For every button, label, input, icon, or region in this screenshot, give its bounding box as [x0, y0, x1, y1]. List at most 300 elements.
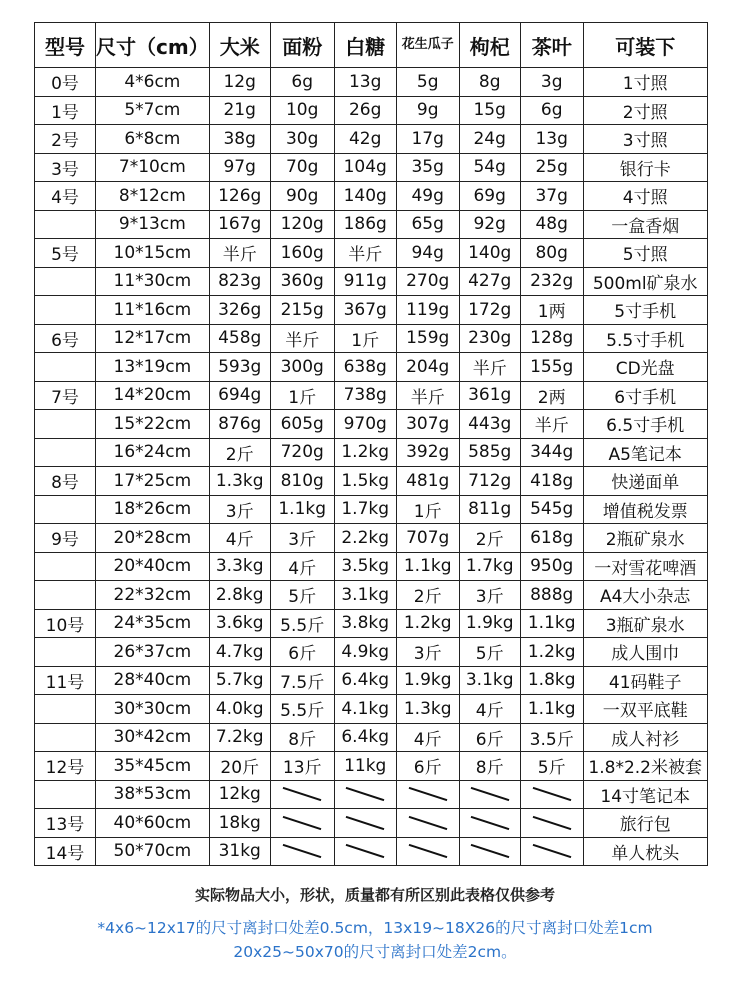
cell-tea: 1.1kg — [520, 609, 583, 638]
table-row — [35, 638, 708, 667]
table-row — [35, 210, 708, 239]
cell-fits-item: 5寸手机 — [583, 296, 707, 325]
cell-sugar: 1斤 — [334, 324, 396, 353]
header-goji: 枸杞 — [459, 23, 520, 68]
cell-goji: 4斤 — [459, 695, 520, 724]
cell-fits-item: 2瓶矿泉水 — [583, 524, 707, 553]
not-applicable-slash — [408, 844, 447, 858]
not-applicable-slash — [470, 844, 509, 858]
cell-goji: 443g — [459, 410, 520, 439]
table-row — [35, 524, 708, 553]
cell-fits-item: 一盒香烟 — [583, 210, 707, 239]
cell-tea: 3.5斤 — [520, 723, 583, 752]
not-applicable-slash — [283, 787, 322, 801]
cell-goji: 3斤 — [459, 581, 520, 610]
cell-fits-item: 6寸手机 — [583, 381, 707, 410]
cell-goji: 69g — [459, 182, 520, 211]
cell-peanuts-seeds: 半斤 — [396, 381, 459, 410]
table-row — [35, 324, 708, 353]
cell-rice: 12kg — [209, 780, 270, 809]
cell-peanuts-seeds: 17g — [396, 125, 459, 154]
cell-sugar: 104g — [334, 153, 396, 182]
cell-tea: 545g — [520, 495, 583, 524]
cell-fits-item: A5笔记本 — [583, 438, 707, 467]
cell-peanuts-seeds: 94g — [396, 239, 459, 268]
cell-model: 8号 — [35, 467, 96, 496]
cell-rice: 12g — [209, 68, 270, 97]
cell-goji: 140g — [459, 239, 520, 268]
table-row — [35, 182, 708, 211]
cell-fits-item: 快递面单 — [583, 467, 707, 496]
cell-size: 17*25cm — [96, 467, 210, 496]
cell-model: 7号 — [35, 381, 96, 410]
cell-model — [35, 296, 96, 325]
table-row — [35, 752, 708, 781]
not-applicable-slash — [532, 844, 571, 858]
cell-rice: 20斤 — [209, 752, 270, 781]
cell-flour — [270, 809, 334, 838]
cell-tea: 3g — [520, 68, 583, 97]
cell-rice: 326g — [209, 296, 270, 325]
cell-rice: 21g — [209, 96, 270, 125]
cell-goji: 8g — [459, 68, 520, 97]
cell-fits-item: 5寸照 — [583, 239, 707, 268]
cell-tea: 232g — [520, 267, 583, 296]
cell-tea — [520, 837, 583, 866]
cell-model: 10号 — [35, 609, 96, 638]
cell-fits-item: 1.8*2.2米被套 — [583, 752, 707, 781]
cell-peanuts-seeds: 9g — [396, 96, 459, 125]
table-row — [35, 267, 708, 296]
cell-size: 8*12cm — [96, 182, 210, 211]
cell-tea: 1.2kg — [520, 638, 583, 667]
cell-tea: 418g — [520, 467, 583, 496]
cell-sugar — [334, 780, 396, 809]
table-body — [35, 68, 708, 866]
table-row — [35, 666, 708, 695]
cell-peanuts-seeds: 65g — [396, 210, 459, 239]
cell-rice: 31kg — [209, 837, 270, 866]
cell-fits-item: 500ml矿泉水 — [583, 267, 707, 296]
cell-flour: 5.5斤 — [270, 609, 334, 638]
cell-rice: 5.7kg — [209, 666, 270, 695]
cell-fits-item: 银行卡 — [583, 153, 707, 182]
seal-margin-note-line2: 20x25~50x70的尺寸离封口处差2cm。 — [233, 943, 517, 961]
cell-flour: 5.5斤 — [270, 695, 334, 724]
cell-rice: 18kg — [209, 809, 270, 838]
cell-rice: 126g — [209, 182, 270, 211]
cell-sugar: 6.4kg — [334, 723, 396, 752]
cell-peanuts-seeds: 3斤 — [396, 638, 459, 667]
cell-goji: 2斤 — [459, 524, 520, 553]
cell-rice: 458g — [209, 324, 270, 353]
cell-sugar: 6.4kg — [334, 666, 396, 695]
cell-fits-item: 一双平底鞋 — [583, 695, 707, 724]
cell-size: 30*30cm — [96, 695, 210, 724]
table-row — [35, 153, 708, 182]
cell-size: 4*6cm — [96, 68, 210, 97]
cell-flour: 1斤 — [270, 381, 334, 410]
cell-tea: 950g — [520, 552, 583, 581]
cell-flour: 720g — [270, 438, 334, 467]
cell-rice: 1.3kg — [209, 467, 270, 496]
cell-model: 4号 — [35, 182, 96, 211]
cell-tea: 2两 — [520, 381, 583, 410]
table-row — [35, 609, 708, 638]
header-rice: 大米 — [209, 23, 270, 68]
cell-rice: 4.0kg — [209, 695, 270, 724]
cell-tea: 13g — [520, 125, 583, 154]
cell-tea — [520, 809, 583, 838]
header-fits-items: 可装下 — [583, 23, 707, 68]
cell-goji: 230g — [459, 324, 520, 353]
cell-goji: 361g — [459, 381, 520, 410]
cell-goji: 1.9kg — [459, 609, 520, 638]
cell-model — [35, 723, 96, 752]
cell-peanuts-seeds: 1.2kg — [396, 609, 459, 638]
cell-flour: 5斤 — [270, 581, 334, 610]
table-row — [35, 96, 708, 125]
header-flour: 面粉 — [270, 23, 334, 68]
cell-model: 0号 — [35, 68, 96, 97]
cell-model — [35, 438, 96, 467]
cell-size: 24*35cm — [96, 609, 210, 638]
cell-peanuts-seeds: 392g — [396, 438, 459, 467]
cell-rice: 97g — [209, 153, 270, 182]
cell-size: 40*60cm — [96, 809, 210, 838]
cell-goji: 8斤 — [459, 752, 520, 781]
not-applicable-slash — [408, 816, 447, 830]
cell-rice: 694g — [209, 381, 270, 410]
cell-peanuts-seeds: 270g — [396, 267, 459, 296]
cell-peanuts-seeds: 159g — [396, 324, 459, 353]
cell-flour: 8斤 — [270, 723, 334, 752]
cell-fits-item: 一对雪花啤酒 — [583, 552, 707, 581]
cell-sugar: 42g — [334, 125, 396, 154]
table-row — [35, 381, 708, 410]
cell-flour: 810g — [270, 467, 334, 496]
cell-flour: 90g — [270, 182, 334, 211]
cell-sugar: 3.5kg — [334, 552, 396, 581]
cell-peanuts-seeds: 1斤 — [396, 495, 459, 524]
cell-rice: 593g — [209, 353, 270, 382]
header-model: 型号 — [35, 23, 96, 68]
cell-goji: 811g — [459, 495, 520, 524]
cell-sugar: 3.1kg — [334, 581, 396, 610]
cell-sugar: 911g — [334, 267, 396, 296]
cell-fits-item: 4寸照 — [583, 182, 707, 211]
cell-model — [35, 410, 96, 439]
cell-tea: 128g — [520, 324, 583, 353]
header-tea: 茶叶 — [520, 23, 583, 68]
table-row — [35, 467, 708, 496]
cell-tea: 888g — [520, 581, 583, 610]
cell-peanuts-seeds: 204g — [396, 353, 459, 382]
cell-fits-item: 6.5寸手机 — [583, 410, 707, 439]
cell-size: 30*42cm — [96, 723, 210, 752]
cell-sugar: 186g — [334, 210, 396, 239]
cell-flour: 10g — [270, 96, 334, 125]
cell-size: 15*22cm — [96, 410, 210, 439]
cell-flour — [270, 837, 334, 866]
table-row — [35, 495, 708, 524]
header-sugar: 白糖 — [334, 23, 396, 68]
cell-goji — [459, 809, 520, 838]
cell-flour: 6斤 — [270, 638, 334, 667]
cell-goji: 24g — [459, 125, 520, 154]
cell-fits-item: 1寸照 — [583, 68, 707, 97]
cell-model — [35, 695, 96, 724]
cell-tea: 618g — [520, 524, 583, 553]
table-row — [35, 353, 708, 382]
cell-model: 11号 — [35, 666, 96, 695]
table-row — [35, 552, 708, 581]
cell-size: 11*30cm — [96, 267, 210, 296]
cell-sugar: 13g — [334, 68, 396, 97]
cell-rice: 3斤 — [209, 495, 270, 524]
size-capacity-table — [34, 22, 708, 866]
cell-peanuts-seeds: 35g — [396, 153, 459, 182]
cell-rice: 半斤 — [209, 239, 270, 268]
cell-flour: 300g — [270, 353, 334, 382]
table-row — [35, 68, 708, 97]
cell-rice: 4斤 — [209, 524, 270, 553]
cell-fits-item: 5.5寸手机 — [583, 324, 707, 353]
cell-goji: 92g — [459, 210, 520, 239]
cell-goji: 585g — [459, 438, 520, 467]
cell-flour: 30g — [270, 125, 334, 154]
cell-goji: 3.1kg — [459, 666, 520, 695]
seal-margin-note-line1: *4x6~12x17的尺寸离封口处差0.5cm，13x19~18X26的尺寸离封口处差1cm — [97, 919, 653, 937]
cell-flour: 120g — [270, 210, 334, 239]
cell-goji: 712g — [459, 467, 520, 496]
cell-peanuts-seeds: 1.3kg — [396, 695, 459, 724]
table-row — [35, 695, 708, 724]
cell-model — [35, 210, 96, 239]
cell-tea: 48g — [520, 210, 583, 239]
cell-fits-item: 增值税发票 — [583, 495, 707, 524]
cell-flour: 1.1kg — [270, 495, 334, 524]
cell-size: 6*8cm — [96, 125, 210, 154]
cell-size: 11*16cm — [96, 296, 210, 325]
cell-fits-item: 成人衬衫 — [583, 723, 707, 752]
not-applicable-slash — [346, 816, 385, 830]
not-applicable-slash — [346, 844, 385, 858]
table-row — [35, 837, 708, 866]
cell-model: 9号 — [35, 524, 96, 553]
cell-peanuts-seeds: 6斤 — [396, 752, 459, 781]
cell-model — [35, 353, 96, 382]
table-row — [35, 581, 708, 610]
table-row — [35, 239, 708, 268]
cell-flour — [270, 780, 334, 809]
cell-tea: 155g — [520, 353, 583, 382]
table-row — [35, 410, 708, 439]
cell-goji — [459, 780, 520, 809]
cell-rice: 167g — [209, 210, 270, 239]
cell-size: 18*26cm — [96, 495, 210, 524]
cell-peanuts-seeds: 4斤 — [396, 723, 459, 752]
cell-sugar — [334, 837, 396, 866]
cell-tea: 1.8kg — [520, 666, 583, 695]
cell-size: 7*10cm — [96, 153, 210, 182]
cell-sugar: 367g — [334, 296, 396, 325]
cell-tea: 5斤 — [520, 752, 583, 781]
cell-model: 6号 — [35, 324, 96, 353]
cell-goji: 5斤 — [459, 638, 520, 667]
not-applicable-slash — [283, 816, 322, 830]
cell-flour: 215g — [270, 296, 334, 325]
not-applicable-slash — [532, 816, 571, 830]
cell-flour: 360g — [270, 267, 334, 296]
cell-goji: 15g — [459, 96, 520, 125]
table-row — [35, 296, 708, 325]
cell-goji: 半斤 — [459, 353, 520, 382]
cell-peanuts-seeds: 49g — [396, 182, 459, 211]
table-row — [35, 809, 708, 838]
cell-fits-item: 旅行包 — [583, 809, 707, 838]
cell-peanuts-seeds: 307g — [396, 410, 459, 439]
cell-sugar: 1.2kg — [334, 438, 396, 467]
cell-flour: 160g — [270, 239, 334, 268]
not-applicable-slash — [283, 844, 322, 858]
cell-model — [35, 495, 96, 524]
cell-model — [35, 267, 96, 296]
cell-size: 20*40cm — [96, 552, 210, 581]
not-applicable-slash — [470, 816, 509, 830]
cell-rice: 823g — [209, 267, 270, 296]
cell-model — [35, 638, 96, 667]
cell-rice: 2.8kg — [209, 581, 270, 610]
cell-sugar: 1.5kg — [334, 467, 396, 496]
cell-tea — [520, 780, 583, 809]
cell-size: 5*7cm — [96, 96, 210, 125]
cell-rice: 38g — [209, 125, 270, 154]
cell-rice: 4.7kg — [209, 638, 270, 667]
cell-fits-item: A4大小杂志 — [583, 581, 707, 610]
not-applicable-slash — [346, 787, 385, 801]
cell-flour: 3斤 — [270, 524, 334, 553]
cell-goji: 54g — [459, 153, 520, 182]
cell-size: 10*15cm — [96, 239, 210, 268]
cell-rice: 3.6kg — [209, 609, 270, 638]
cell-peanuts-seeds: 1.1kg — [396, 552, 459, 581]
cell-peanuts-seeds: 2斤 — [396, 581, 459, 610]
cell-peanuts-seeds — [396, 837, 459, 866]
table-header-row — [35, 23, 708, 68]
cell-tea: 344g — [520, 438, 583, 467]
cell-fits-item: CD光盘 — [583, 353, 707, 382]
cell-fits-item: 14寸笔记本 — [583, 780, 707, 809]
cell-fits-item: 3瓶矿泉水 — [583, 609, 707, 638]
cell-sugar: 26g — [334, 96, 396, 125]
cell-sugar: 970g — [334, 410, 396, 439]
cell-size: 16*24cm — [96, 438, 210, 467]
cell-sugar: 半斤 — [334, 239, 396, 268]
cell-flour: 半斤 — [270, 324, 334, 353]
cell-model: 14号 — [35, 837, 96, 866]
cell-size: 14*20cm — [96, 381, 210, 410]
table-row — [35, 780, 708, 809]
cell-flour: 7.5斤 — [270, 666, 334, 695]
cell-sugar: 738g — [334, 381, 396, 410]
cell-tea: 80g — [520, 239, 583, 268]
cell-sugar: 11kg — [334, 752, 396, 781]
cell-tea: 1两 — [520, 296, 583, 325]
cell-sugar: 4.9kg — [334, 638, 396, 667]
table-row — [35, 723, 708, 752]
disclaimer-text: 实际物品大小，形状，质量都有所区别此表格仅供参考 — [194, 886, 555, 904]
cell-peanuts-seeds: 5g — [396, 68, 459, 97]
cell-tea: 25g — [520, 153, 583, 182]
table-row — [35, 125, 708, 154]
cell-goji: 6斤 — [459, 723, 520, 752]
cell-tea: 1.1kg — [520, 695, 583, 724]
cell-peanuts-seeds: 481g — [396, 467, 459, 496]
cell-sugar: 4.1kg — [334, 695, 396, 724]
table-row — [35, 438, 708, 467]
cell-sugar: 140g — [334, 182, 396, 211]
cell-fits-item: 成人围巾 — [583, 638, 707, 667]
header-peanuts-seeds: 花生瓜子 — [396, 23, 459, 68]
cell-rice: 876g — [209, 410, 270, 439]
cell-model — [35, 581, 96, 610]
cell-rice: 3.3kg — [209, 552, 270, 581]
cell-rice: 2斤 — [209, 438, 270, 467]
cell-size: 26*37cm — [96, 638, 210, 667]
cell-model: 5号 — [35, 239, 96, 268]
cell-goji: 1.7kg — [459, 552, 520, 581]
cell-size: 13*19cm — [96, 353, 210, 382]
cell-sugar: 3.8kg — [334, 609, 396, 638]
cell-size: 35*45cm — [96, 752, 210, 781]
cell-flour: 70g — [270, 153, 334, 182]
cell-goji: 427g — [459, 267, 520, 296]
cell-goji — [459, 837, 520, 866]
cell-size: 20*28cm — [96, 524, 210, 553]
cell-sugar: 1.7kg — [334, 495, 396, 524]
cell-tea: 半斤 — [520, 410, 583, 439]
cell-size: 38*53cm — [96, 780, 210, 809]
cell-rice: 7.2kg — [209, 723, 270, 752]
not-applicable-slash — [532, 787, 571, 801]
cell-size: 12*17cm — [96, 324, 210, 353]
cell-tea: 6g — [520, 96, 583, 125]
cell-goji: 172g — [459, 296, 520, 325]
cell-model: 13号 — [35, 809, 96, 838]
cell-model: 12号 — [35, 752, 96, 781]
cell-model — [35, 552, 96, 581]
cell-model: 2号 — [35, 125, 96, 154]
cell-sugar: 2.2kg — [334, 524, 396, 553]
cell-model: 1号 — [35, 96, 96, 125]
cell-fits-item: 3寸照 — [583, 125, 707, 154]
cell-tea: 37g — [520, 182, 583, 211]
cell-size: 50*70cm — [96, 837, 210, 866]
cell-peanuts-seeds — [396, 780, 459, 809]
cell-size: 9*13cm — [96, 210, 210, 239]
not-applicable-slash — [408, 787, 447, 801]
cell-sugar: 638g — [334, 353, 396, 382]
cell-flour: 605g — [270, 410, 334, 439]
size-reference-sheet — [34, 22, 708, 866]
cell-fits-item: 单人枕头 — [583, 837, 707, 866]
cell-peanuts-seeds: 119g — [396, 296, 459, 325]
cell-flour: 13斤 — [270, 752, 334, 781]
header-size: 尺寸（cm） — [96, 23, 210, 68]
cell-peanuts-seeds — [396, 809, 459, 838]
cell-flour: 4斤 — [270, 552, 334, 581]
